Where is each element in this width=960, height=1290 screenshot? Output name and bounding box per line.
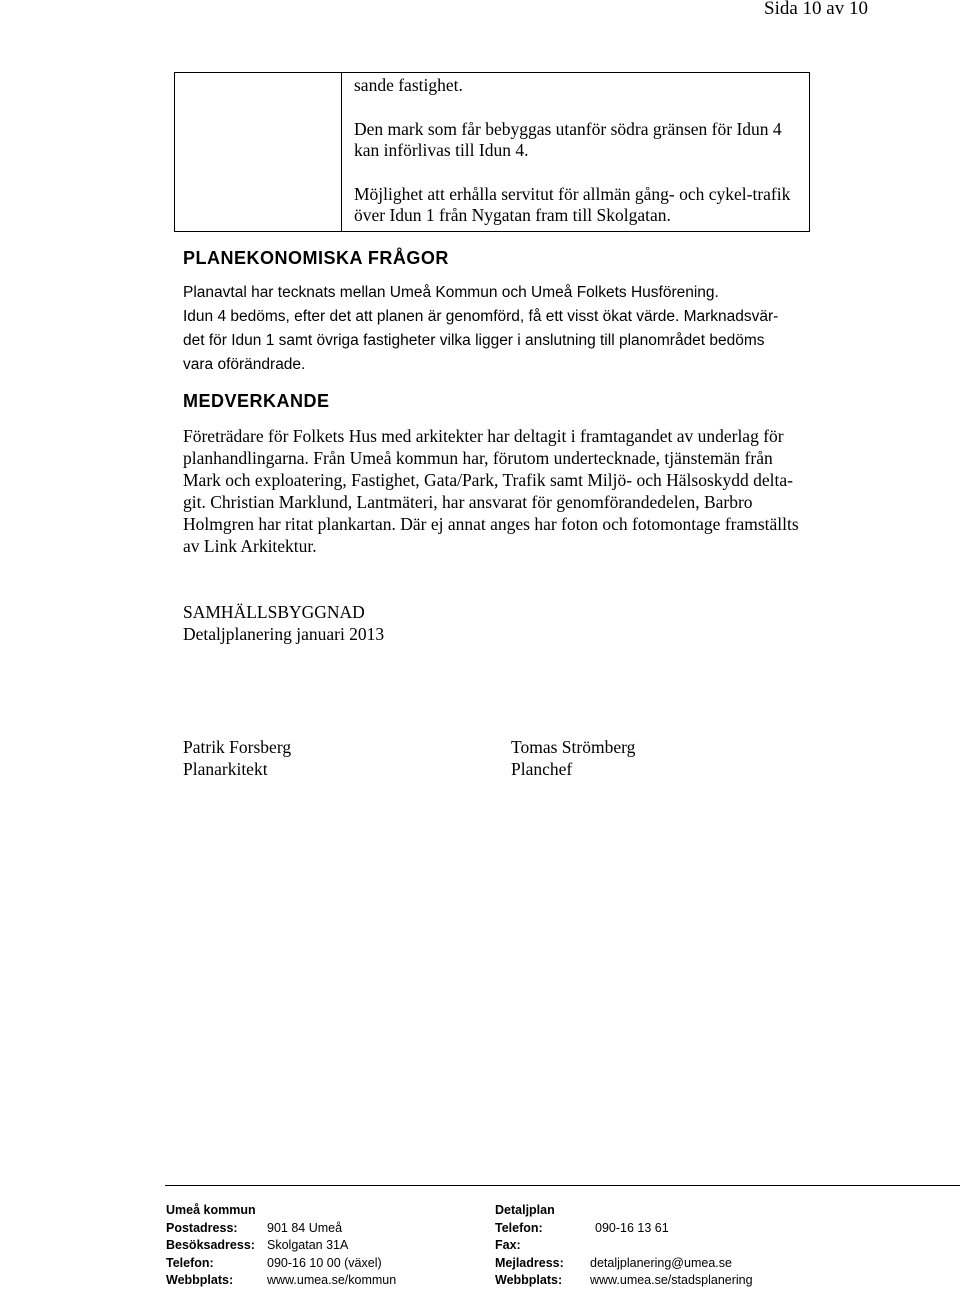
- signature-block: [511, 736, 635, 780]
- footer-value: 090-16 10 00 (växel): [267, 1255, 382, 1270]
- table-paragraph: Den mark som får bebyggas utanför södra gränsen för Idun 4 kan införlivas till Idun 4.: [354, 119, 782, 160]
- signature-block: [183, 736, 291, 780]
- footer-value: 901 84 Umeå: [267, 1220, 343, 1235]
- paragraph-line: Företrädare för Folkets Hus med arkitekter har deltagit i framtagandet av underlag för: [183, 426, 784, 446]
- paragraph-line: Holmgren har ritat plankartan. Där ej annat anges har foton och fotomontage framställts: [183, 514, 799, 534]
- paragraph-line: det för Idun 1 samt övriga fastigheter vilka ligger i anslutning till planområdet bedöms: [183, 332, 765, 349]
- paragraph-line: vara oförändrade.: [183, 356, 306, 373]
- paragraph-line: planhandlingarna. Från Umeå kommun har, förutom undertecknade, tjänstemän från: [183, 448, 773, 468]
- signature-name: Patrik Forsberg: [183, 737, 292, 757]
- table-column-divider: [341, 73, 342, 231]
- footer-label: Telefon:: [166, 1255, 214, 1270]
- footer-label: Fax:: [495, 1238, 521, 1252]
- footer-org-name: Umeå kommun: [166, 1203, 256, 1217]
- paragraph-line: git. Christian Marklund, Lantmäteri, har ansvarat för genomförandedelen, Barbro: [183, 492, 753, 512]
- page-number: Sida 10 av 10: [764, 0, 868, 19]
- paragraph-line: Mark och exploatering, Fastighet, Gata/Park, Trafik samt Miljö- och Hälsoskydd delta-: [183, 470, 793, 490]
- description-table: [174, 72, 810, 232]
- table-paragraph: Möjlighet att erhålla servitut för allmän gång- och cykel-trafik över Idun 1 från Nygatan fram till Skolgatan.: [354, 184, 791, 225]
- footer-divider: [165, 1185, 960, 1186]
- footer-label: Telefon:: [495, 1220, 543, 1235]
- footer-value: www.umea.se/kommun: [267, 1273, 397, 1287]
- paragraph-line: av Link Arkitektur.: [183, 536, 317, 556]
- signature-title: Planchef: [511, 759, 573, 779]
- table-paragraph: sande fastighet.: [354, 75, 463, 95]
- footer-left-column: [166, 1202, 396, 1290]
- footer-value: Skolgatan 31A: [267, 1238, 349, 1252]
- paragraph-line: Planavtal har tecknats mellan Umeå Kommun och Umeå Folkets Husförening.: [183, 284, 719, 301]
- footer-value: www.umea.se/stadsplanering: [590, 1273, 753, 1287]
- medverkande-paragraph: [183, 425, 873, 557]
- footer-label: Webbplats:: [166, 1273, 234, 1287]
- signature-name: Tomas Strömberg: [511, 737, 636, 757]
- footer-value: 090-16 13 61: [595, 1220, 669, 1235]
- footer-label: Besöksadress:: [166, 1238, 255, 1252]
- department-block: [183, 601, 384, 645]
- paragraph-line: Idun 4 bedöms, efter det att planen är genomförd, få ett visst ökat värde. Marknadsvär-: [183, 308, 779, 325]
- footer-label: Postadress:: [166, 1220, 238, 1235]
- department-name: SAMHÄLLSBYGGNAD: [183, 602, 365, 622]
- planekonomiska-paragraph: [183, 281, 863, 377]
- footer-value: detaljplanering@umea.se: [590, 1255, 732, 1270]
- footer-department-name: Detaljplan: [495, 1203, 555, 1217]
- signature-title: Planarkitekt: [183, 759, 268, 779]
- footer-right-column: [495, 1202, 753, 1290]
- department-date: Detaljplanering januari 2013: [183, 624, 385, 644]
- footer-label: Webbplats:: [495, 1273, 563, 1287]
- planekonomiska-heading: PLANEKONOMISKA FRÅGOR: [183, 248, 449, 268]
- table-cell-text: [354, 75, 794, 249]
- footer-label: Mejladress:: [495, 1255, 564, 1270]
- medverkande-heading: MEDVERKANDE: [183, 391, 330, 411]
